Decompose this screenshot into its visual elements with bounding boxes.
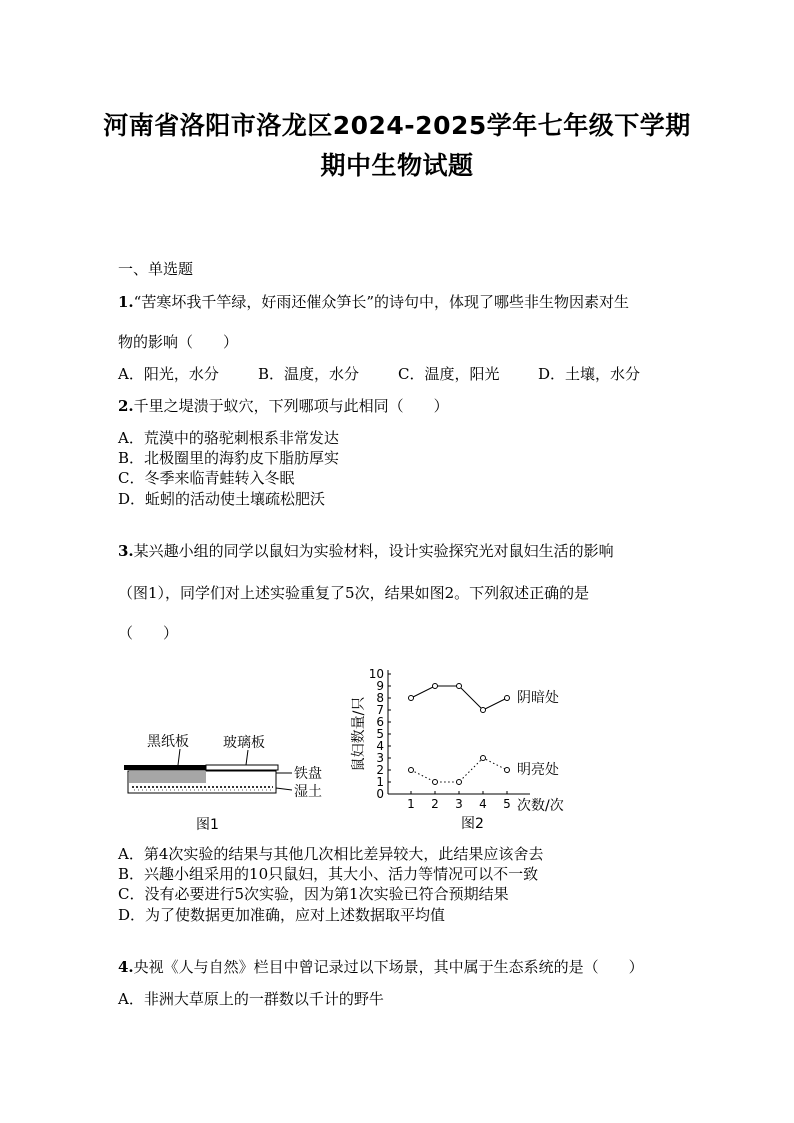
question-2-text: 千里之堤溃于蚁穴，下列哪项与此相同（ ） [133,397,449,415]
question-3-text: 某兴趣小组的同学以鼠妇为实验材料，设计实验探究光对鼠妇生活的影响 [133,542,614,560]
question-2-stem [118,395,449,416]
data-point [481,708,486,713]
figure-2-caption: 图2 [461,816,484,832]
question-1-options [118,363,640,384]
y-tick-label: 6 [376,715,384,729]
x-tick-label: 4 [479,797,487,811]
glass-board [206,765,278,770]
series-line-2 [411,758,507,782]
question-1-option-b: B．温度，水分 [258,365,360,383]
label-iron-tray: 铁盘 [294,766,322,782]
y-tick-label: 8 [376,691,384,705]
question-3-stem-paren: （ ） [118,624,179,642]
question-3-option-a: A．第4次实验的结果与其他几次相比差异较大，此结果应该舍去 [118,845,544,863]
data-point [481,756,486,761]
series-label-1: 阴暗处 [517,690,559,706]
question-3-stem [118,540,614,561]
question-3-stem-cont: （图1），同学们对上述实验重复了5次，结果如图2。下列叙述正确的是 [118,584,590,602]
data-point [457,684,462,689]
question-1-option-c: C．温度，阳光 [398,365,500,383]
figure-1-caption: 图1 [196,817,219,833]
x-tick-label: 1 [407,797,415,811]
question-3-option-d: D．为了使数据更加准确，应对上述数据取平均值 [118,906,446,924]
question-4-option-a: A．非洲大草原上的一群数以千计的野牛 [118,990,384,1008]
question-4-number: 4. [118,958,134,976]
leader-black-board [178,749,180,765]
y-axis-label: 鼠妇数量/只 [351,696,367,772]
question-2-option-b: B．北极圈里的海豹皮下脂肪厚实 [118,449,340,467]
dark-region [129,771,206,783]
question-2-option-d: D．蚯蚓的活动使土壤疏松肥沃 [118,490,326,508]
y-tick-label: 1 [376,775,384,789]
y-tick-label: 10 [368,667,384,681]
question-1-stem [118,291,629,312]
black-board [124,765,206,770]
page-title-line-1: 河南省洛阳市洛龙区2024-2025学年七年级下学期 [103,111,691,140]
leader-glass-board [246,750,248,765]
y-tick-label: 0 [376,787,384,801]
series-label-2: 明亮处 [517,762,559,778]
question-1-stem-cont: 物的影响（ ） [118,333,239,351]
data-point [409,696,414,701]
data-point [505,696,510,701]
x-tick-label: 2 [431,797,439,811]
question-3-option-b: B．兴趣小组采用的10只鼠妇，其大小、活力等情况可以不一致 [118,865,539,883]
figure-1-apparatus [118,728,338,838]
data-point [433,684,438,689]
y-tick-label: 3 [376,751,384,765]
question-4-text: 央视《人与自然》栏目中曾记录过以下场景，其中属于生态系统的是（ ） [133,958,644,976]
y-tick-label: 2 [376,763,384,777]
question-2-option-c: C．冬季来临青蛙转入冬眠 [118,469,295,487]
x-tick-label: 5 [503,797,511,811]
x-tick-label: 3 [455,797,463,811]
question-4-stem [118,956,644,977]
question-1-option-d: D．土壤，水分 [538,365,641,383]
data-point [457,780,462,785]
page-title-line-2: 期中生物试题 [320,151,474,180]
leader-soil [276,788,292,790]
y-tick-label: 4 [376,739,384,753]
question-3-option-c: C．没有必要进行5次实验，因为第1次实验已符合预期结果 [118,885,509,903]
question-1-text: “苦寒坏我千竿绿，好雨还催众笋长”的诗句中，体现了哪些非生物因素对生 [133,293,630,311]
x-axis-label: 次数/次 [517,798,564,814]
series-line-1 [411,686,507,710]
question-2-option-a: A．荒漠中的骆驼刺根系非常发达 [118,429,339,447]
question-1-number: 1. [118,293,134,311]
question-3-number: 3. [118,542,134,560]
y-tick-label: 5 [376,727,384,741]
figure-2-chart [345,662,580,837]
data-point [409,768,414,773]
label-black-board: 黑纸板 [147,734,189,750]
label-moist-soil: 湿土 [294,784,322,800]
question-2-number: 2. [118,397,134,415]
section-heading: 一、单选题 [118,260,194,278]
data-point [505,768,510,773]
y-tick-label: 9 [376,679,384,693]
question-1-option-a: A．阳光，水分 [118,365,219,383]
y-tick-label: 7 [376,703,384,717]
data-point [433,780,438,785]
label-glass-board: 玻璃板 [223,735,265,751]
